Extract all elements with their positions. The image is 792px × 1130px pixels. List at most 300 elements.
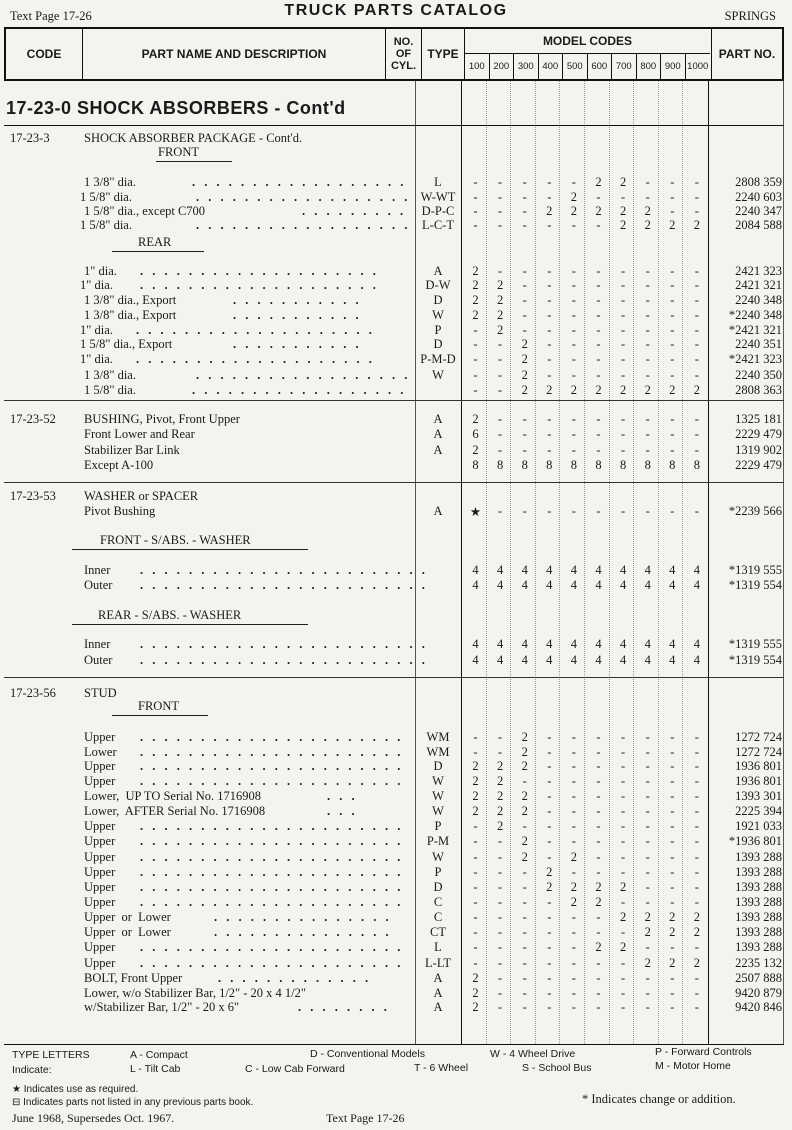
table-row: [0, 971, 792, 986]
qty-model-800: -: [645, 789, 650, 803]
qty-model-500: 4: [570, 563, 578, 577]
part-code: 17-23-53: [10, 489, 56, 503]
type-letters: L-C-T: [422, 218, 454, 232]
qty-model-300: 4: [521, 653, 528, 667]
qty-model-800: -: [645, 293, 650, 307]
note-new-part: ⊟ Indicates parts not listed in any previous parts book.: [12, 1097, 254, 1108]
part-description: Upper: [84, 850, 116, 864]
qty-model-800: 2: [644, 218, 651, 232]
qty-model-800: -: [645, 1000, 650, 1014]
qty-model-900: 8: [669, 458, 676, 472]
table-row: [0, 563, 792, 578]
leader-dots: . . . . . . . . . . . . . . . . . . . . . .: [140, 895, 404, 909]
section-divider: [4, 125, 784, 126]
qty-model-600: -: [596, 323, 601, 337]
qty-model-1000: 2: [693, 925, 701, 939]
qty-model-200: -: [498, 383, 503, 397]
qty-model-600: -: [596, 190, 601, 204]
qty-model-700: -: [621, 278, 626, 292]
qty-model-700: 2: [619, 940, 627, 954]
part-description: 1 5/8" dia.: [84, 383, 136, 397]
part-number: 1272 724: [735, 730, 782, 744]
qty-model-900: -: [670, 190, 675, 204]
part-number: 2225 394: [735, 804, 782, 818]
qty-model-200: -: [498, 834, 503, 848]
table-row: [0, 637, 792, 652]
qty-model-300: -: [522, 910, 527, 924]
qty-model-200: -: [498, 940, 503, 954]
type-letters: A: [433, 986, 443, 1000]
part-number: *2421 321: [728, 323, 782, 337]
qty-model-600: 2: [595, 175, 602, 189]
type-letters: W-WT: [420, 190, 456, 204]
qty-model-100: ★: [469, 505, 482, 519]
qty-model-400: 2: [546, 204, 553, 218]
qty-model-1000: -: [694, 278, 699, 292]
qty-model-800: -: [645, 895, 650, 909]
table-row: [0, 789, 792, 804]
qty-model-100: 6: [472, 427, 479, 441]
table-row: [0, 653, 792, 668]
qty-model-900: -: [670, 264, 675, 278]
qty-model-200: 4: [496, 637, 504, 651]
qty-model-800: -: [645, 412, 650, 426]
table-row: [0, 458, 792, 473]
col-model-codes: MODEL CODES: [465, 29, 710, 54]
part-description: 1" dia.: [80, 323, 113, 337]
qty-model-200: -: [498, 865, 503, 879]
model-code-800: 800: [637, 54, 662, 79]
qty-model-100: -: [473, 940, 478, 954]
qty-model-200: -: [498, 204, 503, 218]
qty-model-600: -: [596, 278, 601, 292]
qty-model-900: -: [670, 337, 675, 351]
qty-model-900: -: [670, 759, 675, 773]
qty-model-600: 4: [595, 637, 602, 651]
part-description: Lower, UP TO Serial No. 1716908: [84, 789, 262, 803]
type-letters: C: [433, 910, 443, 924]
qty-model-1000: -: [694, 293, 699, 307]
qty-model-100: 2: [472, 986, 479, 1000]
part-description: Upper: [84, 834, 116, 848]
table-row: [0, 686, 792, 701]
qty-model-100: 2: [472, 264, 479, 278]
qty-model-100: 4: [472, 653, 479, 667]
part-description: 1 5/8" dia., except C700: [84, 204, 206, 218]
qty-model-500: 2: [570, 895, 578, 909]
leader-dots: . . . . . . . . . . . . . . . . . . . . . . . .: [140, 578, 428, 592]
qty-model-800: -: [645, 264, 650, 278]
qty-model-700: 4: [619, 578, 627, 592]
part-description: 1 3/8" dia.: [84, 368, 136, 382]
qty-model-900: 4: [669, 653, 676, 667]
qty-model-400: -: [547, 308, 552, 322]
table-row: [0, 427, 792, 442]
qty-model-600: -: [596, 412, 601, 426]
model-code-400: 400: [539, 54, 564, 79]
qty-model-600: -: [596, 910, 601, 924]
qty-model-800: -: [645, 427, 650, 441]
legend-school-bus: S - School Bus: [522, 1062, 592, 1074]
qty-model-200: -: [498, 745, 503, 759]
qty-model-1000: -: [694, 427, 699, 441]
qty-model-600: -: [596, 368, 601, 382]
qty-model-900: -: [670, 834, 675, 848]
type-letters: L-LT: [425, 956, 451, 970]
part-number: 1393 288: [735, 850, 782, 864]
qty-model-300: -: [522, 190, 527, 204]
qty-model-100: -: [473, 834, 478, 848]
page-ref-top: Text Page 17-26: [10, 9, 92, 23]
qty-model-900: -: [670, 804, 675, 818]
qty-model-400: -: [547, 443, 552, 457]
qty-model-900: -: [670, 412, 675, 426]
qty-model-300: -: [522, 895, 527, 909]
table-row: [0, 804, 792, 819]
type-letters: W: [432, 774, 444, 788]
qty-model-400: -: [547, 789, 552, 803]
part-description: BOLT, Front Upper: [84, 971, 183, 985]
qty-model-200: -: [498, 971, 503, 985]
qty-model-700: -: [621, 834, 626, 848]
table-row: [0, 383, 792, 398]
qty-model-500: -: [571, 834, 576, 848]
leader-dots: . . . . . . . . . . . . . . . . . .: [192, 175, 407, 189]
leader-dots: . . . . . . . . . . . . . . . . . . . .: [140, 264, 379, 278]
part-description: Upper or Lower: [84, 910, 171, 924]
type-letters: D: [433, 293, 443, 307]
qty-model-1000: -: [694, 175, 699, 189]
qty-model-900: 2: [669, 383, 676, 397]
type-letters: P-M: [426, 834, 450, 848]
part-description: Lower, AFTER Serial No. 1716908: [84, 804, 266, 818]
note-star: ★ Indicates use as required.: [12, 1084, 139, 1095]
table-row: [0, 504, 792, 519]
table-row: [0, 412, 792, 427]
qty-model-600: -: [596, 789, 601, 803]
qty-model-300: -: [522, 940, 527, 954]
part-number: 9420 846: [735, 1000, 782, 1014]
part-number: 1325 181: [735, 412, 782, 426]
qty-model-200: 2: [496, 789, 504, 803]
qty-model-300: 2: [521, 789, 528, 803]
qty-model-700: -: [621, 925, 626, 939]
qty-model-800: 8: [644, 458, 651, 472]
qty-model-800: 4: [644, 653, 651, 667]
qty-model-600: -: [596, 352, 601, 366]
part-description: Upper: [84, 759, 116, 773]
qty-model-400: -: [547, 925, 552, 939]
qty-model-600: -: [596, 986, 601, 1000]
leader-dots: . . . . . . . . . . . . . . . . . .: [192, 383, 407, 397]
table-row: [0, 759, 792, 774]
legend-compact: A - Compact: [130, 1049, 188, 1061]
table-row: [0, 819, 792, 834]
qty-model-500: -: [571, 293, 576, 307]
type-letters: W: [432, 804, 444, 818]
qty-model-300: -: [522, 204, 527, 218]
qty-model-200: 4: [496, 578, 504, 592]
part-number: 2235 132: [735, 956, 782, 970]
qty-model-300: 2: [521, 804, 528, 818]
part-description: Upper: [84, 819, 116, 833]
qty-model-900: -: [670, 352, 675, 366]
qty-model-700: 2: [619, 880, 627, 894]
qty-model-500: -: [571, 774, 576, 788]
qty-model-200: -: [498, 175, 503, 189]
part-number: *2421 323: [728, 352, 782, 366]
qty-model-600: -: [596, 504, 601, 518]
qty-model-400: 2: [546, 383, 553, 397]
qty-model-400: -: [547, 956, 552, 970]
leader-dots: . . . . . . . . . . . . . . . . . . . . . .: [140, 774, 404, 788]
qty-model-600: -: [596, 1000, 601, 1014]
subhead-stud-front-underline: [112, 715, 208, 716]
part-description: Outer: [84, 578, 113, 592]
qty-model-600: -: [596, 925, 601, 939]
qty-model-500: -: [571, 218, 576, 232]
subhead-rear: REAR: [138, 235, 172, 249]
qty-model-800: -: [645, 865, 650, 879]
qty-model-100: 2: [472, 293, 479, 307]
qty-model-1000: -: [694, 850, 699, 864]
qty-model-800: -: [645, 850, 650, 864]
part-description: Upper: [84, 880, 116, 894]
qty-model-700: 8: [619, 458, 627, 472]
qty-model-800: -: [645, 337, 650, 351]
qty-model-200: 2: [496, 774, 504, 788]
part-number: 2421 321: [735, 278, 782, 292]
qty-model-600: 2: [595, 880, 602, 894]
qty-model-500: 4: [570, 653, 578, 667]
type-letters: W: [432, 789, 444, 803]
legend-forward-controls: P - Forward Controls: [655, 1046, 752, 1058]
qty-model-400: 4: [546, 653, 553, 667]
qty-model-100: 2: [472, 278, 479, 292]
qty-model-800: -: [645, 308, 650, 322]
qty-model-300: -: [522, 218, 527, 232]
qty-model-500: -: [571, 804, 576, 818]
qty-model-500: -: [571, 443, 576, 457]
qty-model-100: 2: [472, 774, 479, 788]
qty-model-400: -: [547, 337, 552, 351]
part-description: 1 5/8" dia.: [80, 190, 132, 204]
qty-model-300: 2: [521, 745, 528, 759]
qty-model-100: -: [473, 925, 478, 939]
type-letters: L: [434, 175, 442, 189]
table-row: [0, 443, 792, 458]
qty-model-300: -: [522, 264, 527, 278]
qty-model-900: -: [670, 895, 675, 909]
qty-model-500: 2: [570, 204, 578, 218]
leader-dots: . . . . . . . . . . . . .: [218, 971, 372, 985]
qty-model-600: 4: [595, 653, 602, 667]
part-description: 1 5/8" dia., Export: [80, 337, 173, 351]
qty-model-200: -: [498, 443, 503, 457]
part-number: 2507 888: [735, 971, 782, 985]
leader-dots: . . . . . . . . . . . . . . . . . . . .: [136, 323, 375, 337]
qty-model-300: 2: [521, 368, 528, 382]
qty-model-100: 4: [472, 563, 479, 577]
leader-dots: . . . . . . . . . . . . . . . . . . . . . .: [140, 819, 404, 833]
qty-model-700: -: [621, 308, 626, 322]
qty-model-700: -: [621, 293, 626, 307]
model-code-100: 100: [465, 54, 490, 79]
table-row: [0, 278, 792, 293]
part-description: Upper: [84, 865, 116, 879]
qty-model-700: -: [621, 895, 626, 909]
qty-model-300: -: [522, 774, 527, 788]
qty-model-700: 4: [619, 563, 627, 577]
qty-model-900: -: [670, 940, 675, 954]
qty-model-800: 2: [644, 956, 651, 970]
leader-dots: . . . . . . . . . . . . . . . . . . . . . .: [140, 759, 404, 773]
qty-model-100: -: [473, 850, 478, 864]
qty-model-500: -: [571, 412, 576, 426]
subhead-front-underline: [156, 161, 232, 162]
type-letters: P: [434, 819, 442, 833]
leader-dots: . . . . . . . . . . .: [233, 337, 362, 351]
qty-model-600: -: [596, 427, 601, 441]
part-description: Inner: [84, 563, 111, 577]
qty-model-400: -: [547, 293, 552, 307]
qty-model-900: 4: [669, 637, 676, 651]
table-row: [0, 730, 792, 745]
qty-model-400: -: [547, 504, 552, 518]
type-letters: D: [433, 880, 443, 894]
qty-model-500: 8: [570, 458, 578, 472]
qty-model-1000: -: [694, 504, 699, 518]
part-code: 17-23-52: [10, 412, 56, 426]
leader-dots: . . . . . . . . . . . . . . . . . . . . . .: [140, 730, 404, 744]
qty-model-400: -: [547, 730, 552, 744]
qty-model-900: -: [670, 730, 675, 744]
legend-4wd: W - 4 Wheel Drive: [490, 1048, 576, 1060]
table-row: [0, 352, 792, 367]
part-number: 1921 033: [735, 819, 782, 833]
qty-model-1000: -: [694, 443, 699, 457]
qty-model-800: -: [645, 759, 650, 773]
qty-model-1000: -: [694, 308, 699, 322]
qty-model-900: -: [670, 175, 675, 189]
qty-model-600: -: [596, 443, 601, 457]
type-letters: A: [433, 264, 443, 278]
type-letters: D: [433, 759, 443, 773]
qty-model-800: -: [645, 971, 650, 985]
qty-model-300: 2: [521, 850, 528, 864]
legend-low-cab: C - Low Cab Forward: [245, 1063, 345, 1075]
type-letters: D-P-C: [421, 204, 455, 218]
part-number: *1319 554: [728, 653, 782, 667]
qty-model-700: -: [621, 971, 626, 985]
qty-model-400: 8: [546, 458, 553, 472]
qty-model-700: -: [621, 427, 626, 441]
part-description: 1 3/8" dia., Export: [84, 308, 177, 322]
part-description: SHOCK ABSORBER PACKAGE - Cont'd.: [84, 131, 303, 145]
qty-model-800: -: [645, 940, 650, 954]
type-letters: A: [433, 427, 443, 441]
qty-model-700: -: [621, 956, 626, 970]
qty-model-800: 4: [644, 578, 651, 592]
qty-model-700: -: [621, 986, 626, 1000]
qty-model-900: -: [670, 1000, 675, 1014]
qty-model-200: -: [498, 264, 503, 278]
qty-model-300: 4: [521, 578, 528, 592]
legend-conventional: D - Conventional Models: [310, 1048, 425, 1060]
qty-model-200: -: [498, 352, 503, 366]
qty-model-700: -: [621, 850, 626, 864]
qty-model-700: -: [621, 774, 626, 788]
table-row: [0, 489, 792, 504]
table-row: [0, 293, 792, 308]
section-name: SPRINGS: [724, 9, 776, 23]
qty-model-200: -: [498, 218, 503, 232]
qty-model-1000: 4: [693, 653, 701, 667]
qty-model-800: -: [645, 175, 650, 189]
qty-model-300: -: [522, 925, 527, 939]
qty-model-800: 4: [644, 637, 651, 651]
qty-model-300: 2: [521, 352, 528, 366]
qty-model-300: 2: [521, 759, 528, 773]
group-divider-3: [4, 677, 784, 678]
table-row: [0, 323, 792, 338]
qty-model-100: -: [473, 895, 478, 909]
part-description: Except A-100: [84, 458, 154, 472]
qty-model-200: -: [498, 880, 503, 894]
table-row: [0, 368, 792, 383]
table-row: [0, 264, 792, 279]
qty-model-100: 8: [472, 458, 479, 472]
table-row: [0, 175, 792, 190]
leader-dots: . . . . . . . . . . . . . . . . . . . . . . . .: [140, 563, 428, 577]
qty-model-1000: -: [694, 1000, 699, 1014]
type-letters: WM: [426, 745, 450, 759]
qty-model-1000: -: [694, 745, 699, 759]
part-description: Upper or Lower: [84, 925, 171, 939]
qty-model-700: -: [621, 323, 626, 337]
part-description: w/Stabilizer Bar, 1/2" - 20 x 6": [84, 1000, 240, 1014]
qty-model-900: -: [670, 774, 675, 788]
qty-model-300: -: [522, 323, 527, 337]
qty-model-800: -: [645, 278, 650, 292]
qty-model-900: -: [670, 204, 675, 218]
qty-model-900: 2: [669, 218, 676, 232]
part-number: *2239 566: [728, 504, 782, 518]
qty-model-700: 4: [619, 653, 627, 667]
leader-dots: . . . . . . . . . . . . . . . . . . . .: [140, 278, 379, 292]
qty-model-300: -: [522, 1000, 527, 1014]
group-divider-2: [4, 482, 784, 483]
qty-model-600: -: [596, 956, 601, 970]
table-row: [0, 745, 792, 760]
qty-model-100: -: [473, 175, 478, 189]
qty-model-800: -: [645, 745, 650, 759]
qty-model-1000: -: [694, 971, 699, 985]
type-letters: A: [433, 443, 443, 457]
qty-model-700: -: [621, 337, 626, 351]
part-number: 1393 288: [735, 925, 782, 939]
subhead-rear-washer-underline: [72, 624, 308, 625]
qty-model-200: -: [498, 910, 503, 924]
qty-model-100: -: [473, 368, 478, 382]
type-letters: A: [433, 504, 443, 518]
leader-dots: . . . . . . . . . . . . . . . . . . . . . .: [140, 850, 404, 864]
qty-model-600: 2: [595, 204, 602, 218]
qty-model-700: -: [621, 352, 626, 366]
qty-model-300: -: [522, 504, 527, 518]
qty-model-200: -: [498, 895, 503, 909]
subhead-rear-washer: REAR - S/ABS. - WASHER: [98, 608, 242, 622]
